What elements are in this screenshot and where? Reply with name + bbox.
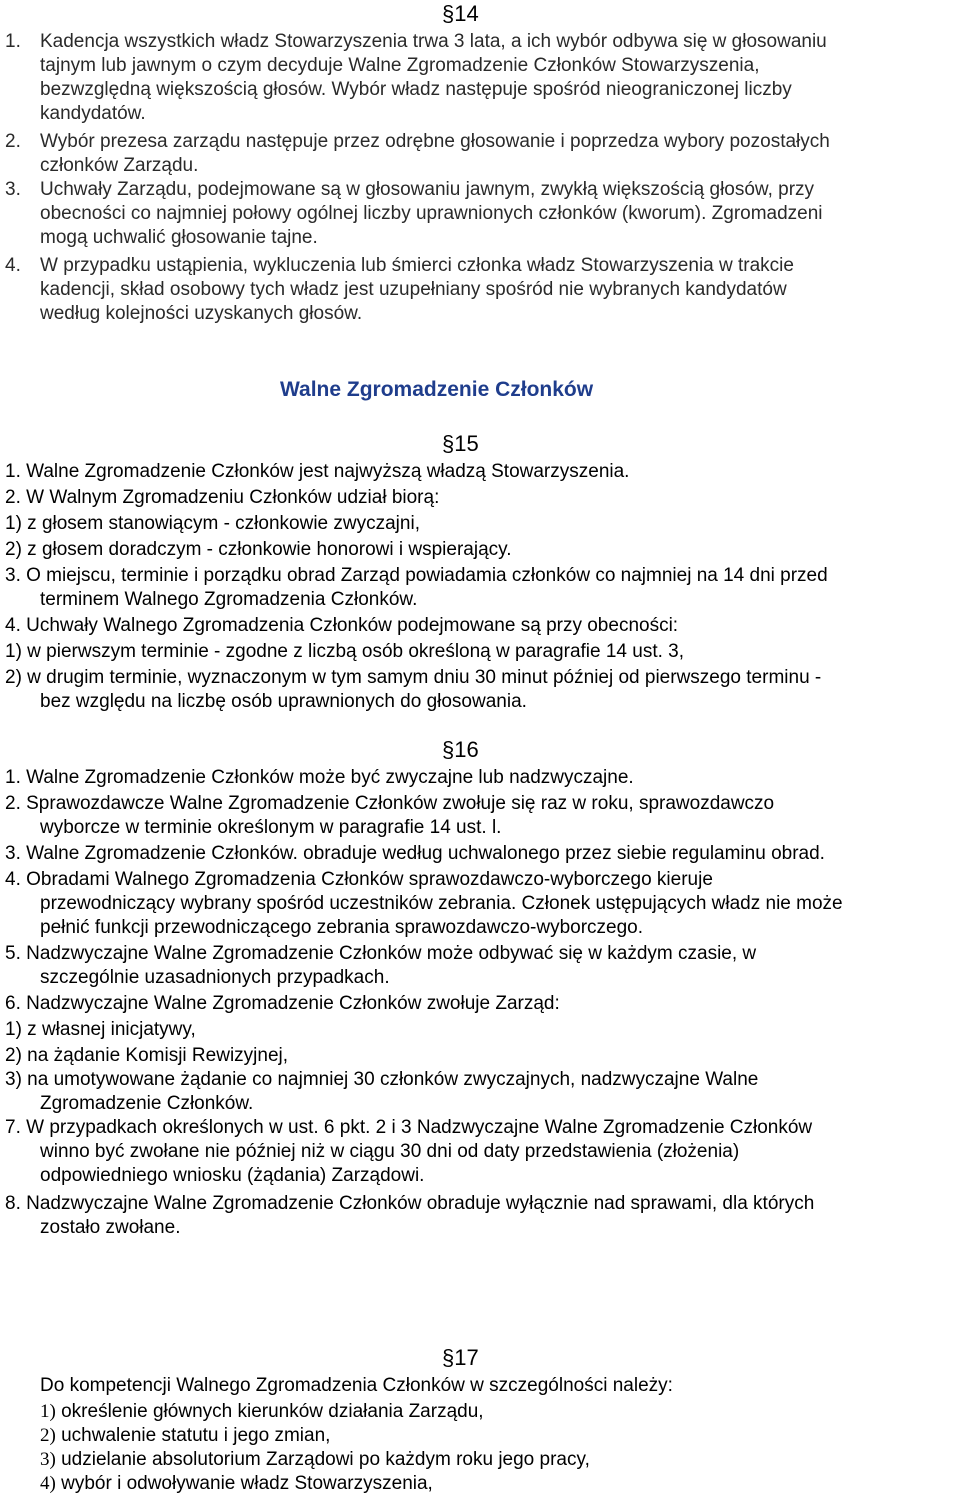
text-line: szczególnie uzasadnionych przypadkach. <box>40 967 390 988</box>
text-line: winno być zwołane nie później niż w ciągu 30 dni od daty przedstawienia (złożenia) <box>40 1141 740 1162</box>
text-line: 3. Walne Zgromadzenie Członków. obraduje według uchwalonego przez siebie regulaminu obrad. <box>5 843 825 864</box>
text-line: obecności co najmniej połowy ogólnej liczby uprawnionych członków (kworum). Zgromadzeni <box>40 203 823 224</box>
text-line: pełnić funkcji przewodniczącego zebrania sprawozdawczo-wyborczego. <box>40 917 644 938</box>
text-line: 2) na żądanie Komisji Rewizyjnej, <box>5 1045 289 1066</box>
text-line: 2. W Walnym Zgromadzeniu Członków udział biorą: <box>5 487 440 508</box>
text-line: wyborcze w terminie określonym w paragrafie 14 ust. l. <box>40 817 502 838</box>
section-title-16: §16 <box>442 737 479 762</box>
text-line: według kolejności uzyskanych głosów. <box>40 303 363 324</box>
text-line: 3. O miejscu, terminie i porządku obrad Zarząd powiadamia członków co najmniej na 14 dni przed <box>5 565 828 586</box>
text-line: 1) z głosem stanowiącym - członkowie zwyczajni, <box>5 513 420 534</box>
list-item: 3) udzielanie absolutorium Zarządowi po każdym roku jego pracy, <box>40 1449 590 1470</box>
text-line: Wybór prezesa zarządu następuje przez odrębne głosowanie i poprzedza wybory pozostałych <box>40 131 830 152</box>
item-number: 2. <box>5 131 21 152</box>
text-line: 2. Sprawozdawcze Walne Zgromadzenie Członków zwołuje się raz w roku, sprawozdawczo <box>5 793 775 814</box>
item-number: 4. <box>5 255 21 276</box>
text-line: bez względu na liczbę osób uprawnionych do głosowania. <box>40 691 527 712</box>
text-line: terminem Walnego Zgromadzenia Członków. <box>40 589 418 610</box>
text-line: 4. Obradami Walnego Zgromadzenia Członków sprawozdawczo-wyborczego kieruje <box>5 869 713 890</box>
text-line: Do kompetencji Walnego Zgromadzenia Członków w szczególności należy: <box>40 1375 673 1396</box>
section-heading: Walne Zgromadzenie Członków <box>280 378 594 401</box>
list-item: 1) określenie głównych kierunków działania Zarządu, <box>40 1401 484 1422</box>
text-line: 7. W przypadkach określonych w ust. 6 pkt. 2 i 3 Nadzwyczajne Walne Zgromadzenie Członków <box>5 1117 813 1138</box>
text-line: 1. Walne Zgromadzenie Członków może być zwyczajne lub nadzwyczajne. <box>5 767 634 788</box>
text-line: Zgromadzenie Członków. <box>40 1093 254 1114</box>
section-title-17: §17 <box>442 1345 479 1370</box>
text-line: 1) z własnej inicjatywy, <box>5 1019 196 1040</box>
text-line: bezwzględną większością głosów. Wybór władz następuje spośród nieograniczonej liczby <box>40 79 792 100</box>
text-line: 1. Walne Zgromadzenie Członków jest najwyższą władzą Stowarzyszenia. <box>5 461 630 482</box>
text-line: 1) w pierwszym terminie - zgodne z liczbą osób określoną w paragrafie 14 ust. 3, <box>5 641 685 662</box>
text-line: mogą uchwalić głosowanie tajne. <box>40 227 318 248</box>
text-line: Uchwały Zarządu, podejmowane są w głosowaniu jawnym, zwykłą większością głosów, przy <box>40 179 815 200</box>
item-number: 1. <box>5 31 21 52</box>
text-line: 2) z głosem doradczym - członkowie honorowi i wspierający. <box>5 539 512 560</box>
text-line: 4. Uchwały Walnego Zgromadzenia Członków podejmowane są przy obecności: <box>5 615 679 636</box>
text-line: 5. Nadzwyczajne Walne Zgromadzenie Członków może odbywać się w każdym czasie, w <box>5 943 757 964</box>
list-item: 4) wybór i odwoływanie władz Stowarzyszenia, <box>40 1473 433 1494</box>
text-line: kadencji, skład osobowy tych władz jest uzupełniany spośród nie wybranych kandydatów <box>40 279 787 300</box>
text-line: W przypadku ustąpienia, wykluczenia lub śmierci członka władz Stowarzyszenia w trakcie <box>40 255 794 276</box>
item-number: 3. <box>5 179 21 200</box>
text-line: przewodniczący wybrany spośród uczestników zebrania. Członek ustępujących władz nie może <box>40 893 843 914</box>
text-line: odpowiedniego wniosku (żądania) Zarządowi. <box>40 1165 425 1186</box>
text-line: 6. Nadzwyczajne Walne Zgromadzenie Członków zwołuje Zarząd: <box>5 993 560 1014</box>
section-title-15: §15 <box>442 431 479 456</box>
text-line: członków Zarządu. <box>40 155 199 176</box>
text-line: tajnym lub jawnym o czym decyduje Walne Zgromadzenie Członków Stowarzyszenia, <box>40 55 760 76</box>
list-item: 2) uchwalenie statutu i jego zmian, <box>40 1425 331 1446</box>
text-line: zostało zwołane. <box>40 1217 181 1238</box>
text-line: Kadencja wszystkich władz Stowarzyszenia trwa 3 lata, a ich wybór odbywa się w głosowaniu <box>40 31 827 52</box>
text-line: 3) na umotywowane żądanie co najmniej 30 członków zwyczajnych, nadzwyczajne Walne <box>5 1069 759 1090</box>
text-line: 8. Nadzwyczajne Walne Zgromadzenie Członków obraduje wyłącznie nad sprawami, dla których <box>5 1193 815 1214</box>
text-line: kandydatów. <box>40 103 146 124</box>
text-line: 2) w drugim terminie, wyznaczonym w tym samym dniu 30 minut później od pierwszego terminu - <box>5 667 822 688</box>
section-title-14: §14 <box>442 1 479 26</box>
